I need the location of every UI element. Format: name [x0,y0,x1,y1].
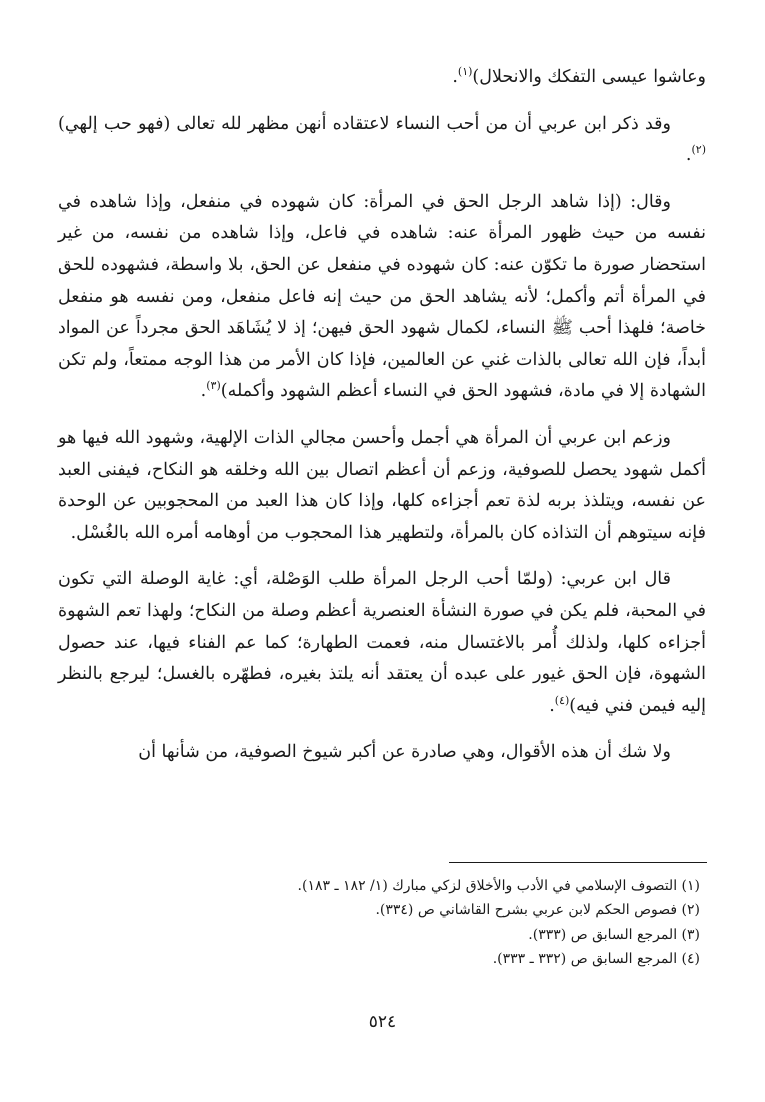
page-body [58,62,706,769]
paragraph-3-text: وقال: (إذا شاهد الرجل الحق في المرأة: كان شهوده في منفعل، وإذا شاهده في نفسه من حيث ظهور المرأة عنه: شاهده في فاعل، وإذا شاهده من نفسه، من غير استحضار صورة ما تكوّن عنه: كان شهوده في منفعل عن الحق، بلا واسطة، فشهوده للحق في المرأة أتم وأكمل؛ لأنه يشاهد الحق من حيث إنه فاعل منفعل، ومن نفسه هو منفعل خاصة؛ فلهذا أحب ﷺ النساء، لكمال شهود الحق فيهن؛ إذ لا يُشَاهَد الحق مجرداً عن المواد أبداً، فإن الله تعالى بالذات غني عن العالمين، فإذا كان الأمر من هذا الوجه ممتعاً، ولم تكن الشهادة إلا في مادة، فشهود الحق في النساء أعظم الشهود وأكمله) [58,191,706,402]
paragraph-5 [58,564,706,722]
footnote-ref-2: (٢) [691,143,706,157]
footnote-2: (٢) فصوص الحكم لابن عربي بشرح القاشاني ص (٣٣٤). [375,902,700,919]
paragraph-4-text: وزعم ابن عربي أن المرأة هي أجمل وأحسن مجالي الذات الإلهية، وشهود الله فيها هو أكمل شهود يحصل للصوفية، وزعم أن أعظم اتصال بين الله وخلقه هو النكاح، فيفنى العبد عن نفسه، ويتلذذ بربه لذة تعم أجزاءه كلها، وإذا كان هذا العبد من المحجوبين عن الوحدة فإنه سيتوهم أن التذاذه كان بالمرأة، ولتطهير هذا المحجوب من أوهامه أمره الله بالغُسْل. [58,427,706,543]
main-text [58,62,706,769]
paragraph-2-text: وقد ذكر ابن عربي أن من أحب النساء لاعتقاده أنهن مظهر لله تعالى (فهو حب إلهي) [58,113,671,134]
paragraph-6-text: ولا شك أن هذه الأقوال، وهي صادرة عن أكبر شيوخ الصوفية، من شأنها أن [138,742,671,763]
footnote-1: (١) التصوف الإسلامي في الأدب والأخلاق لزكي مبارك (١/ ١٨٢ ـ ١٨٣). [297,878,700,894]
paragraph-4 [58,423,706,549]
paragraph-6 [58,737,706,769]
footnote-4: (٤) المرجع السابق ص (٣٣٢ ـ ٣٣٣). [492,951,700,968]
footnote-ref-4: (٤) [554,693,570,707]
paragraph-1-text: وعاشوا عيسى التفكك والانحلال) [472,67,706,87]
footnote-ref-3: (٣) [206,379,221,393]
paragraph-3 [58,187,706,408]
paragraph-2-tail: . [685,145,692,166]
footnote-ref-1: (١) [457,65,473,79]
paragraph-1-tail: . [452,67,458,87]
footnote-divider [449,862,707,863]
paragraph-3-tail: . [200,381,207,402]
page-number: ٥٢٤ [368,1012,397,1032]
footnote-3: (٣) المرجع السابق ص (٣٣٣). [528,926,700,943]
paragraph-5-text: قال ابن عربي: (ولمّا أحب الرجل المرأة طلب الوَصْلة، أي: غاية الوصلة التي تكون في المحبة، فلم يكن في صورة النشأة العنصرية أعظم وصلة من النكاح؛ ولهذا تعم الشهوة أجزاءه كلها، ولذلك أُمر بالاغتسال منه، فعمت الطهارة؛ كما عم الفناء فيها، عند حصول الشهوة، فإن الحق غيور على عبده أن يعتقد أنه يلتذ بغيره، فطهّره بالغسل؛ ليرجع بالنظر إليه فيمن فني فيه) [58,569,706,716]
footnotes [58,874,706,972]
paragraph-2 [58,109,706,172]
paragraph-1 [58,62,706,94]
paragraph-5-tail: . [549,695,555,716]
